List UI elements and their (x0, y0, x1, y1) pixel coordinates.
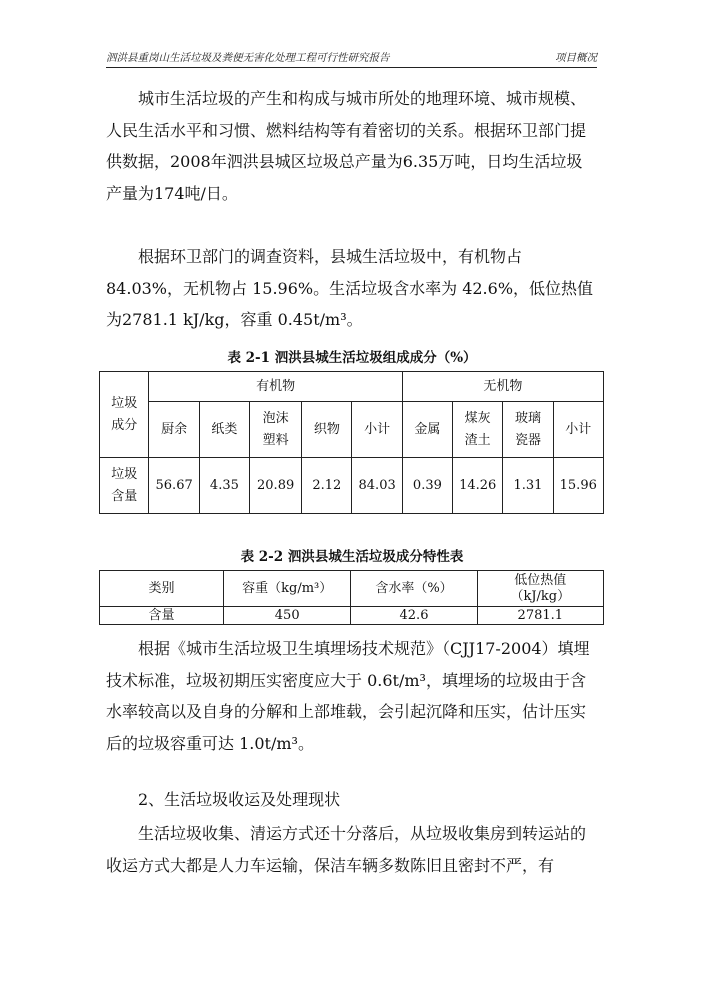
table1-cell: 1.31 (503, 458, 553, 514)
paragraph-landfill-standard: 根据《城市生活垃圾卫生填埋场技术规范》（CJJ17-2004）填埋技术标准，垃圾初期压实密度应大于 0.6t/m³，填埋场的垃圾由于含水率较高以及自身的分解和上部堆载，会引起沉降和压实，估计压实后的垃圾容重可达 1.0t/m³。 (106, 639, 590, 753)
table1-col-header: 泡沫 塑料 (249, 402, 301, 458)
table1-cell: 4.35 (199, 458, 249, 514)
table1-cell: 20.89 (249, 458, 301, 514)
table2-cell-heat-value: 2781.1 (477, 607, 603, 625)
paragraph-waste-generation: 城市生活垃圾的产生和构成与城市所处的地理环境、城市规模、人民生活水平和习惯、燃料结构等有着密切的关系。根据环卫部门提供数据，2008年泗洪县城区垃圾总产量为6.35万吨，日均生活垃圾产量为174吨/日。 (106, 89, 587, 203)
section-heading-collection: 2、生活垃圾收运及处理现状 (138, 790, 341, 809)
table1-group-organic: 有机物 (149, 372, 402, 402)
header-report-title: 泗洪县重岗山生活垃圾及粪便无害化处理工程可行性研究报告 (106, 52, 390, 64)
table1-row-label: 垃圾 含量 (100, 458, 149, 514)
table1-cell: 0.39 (402, 458, 452, 514)
table1-col-header: 织物 (302, 402, 352, 458)
table2-cell-moisture: 42.6 (351, 607, 477, 625)
table2-cell-density: 450 (223, 607, 350, 625)
table1-group-inorganic: 无机物 (402, 372, 603, 402)
table1-col-header: 小计 (352, 402, 402, 458)
table2-header-density: 容重（kg/m³） (223, 571, 350, 607)
table1-col-header: 纸类 (199, 402, 249, 458)
paragraph-waste-composition: 根据环卫部门的调查资料，县城生活垃圾中，有机物占84.03%，无机物占 15.96%。生活垃圾含水率为 42.6%，低位热值为2781.1 kJ/kg，容重 0.45t/m³。 (106, 247, 594, 329)
table2-header-moisture: 含水率（%） (351, 571, 477, 607)
table2-header-heat-value: 低位热值 （kJ/kg） (477, 571, 603, 607)
table1-col-header: 厨余 (149, 402, 199, 458)
page-header (106, 49, 597, 68)
table1-cell: 84.03 (352, 458, 402, 514)
table2-caption: 表 2-2 泗洪县城生活垃圾成分特性表 (240, 549, 464, 565)
table1-cell: 56.67 (149, 458, 199, 514)
table2-header-category: 类别 (100, 571, 224, 607)
waste-composition-table (99, 371, 604, 514)
table1-cell: 2.12 (302, 458, 352, 514)
waste-properties-table (99, 570, 604, 625)
table1-col-header: 金属 (402, 402, 452, 458)
header-section-title: 项目概况 (555, 52, 597, 64)
table1-col-header: 玻璃 瓷器 (503, 402, 553, 458)
table2-row-label: 含量 (100, 607, 224, 625)
table1-cell: 15.96 (553, 458, 604, 514)
table1-cell: 14.26 (452, 458, 502, 514)
table1-row-header-line2: 成分 (111, 417, 138, 433)
table1-row-header-line1: 垃圾 (111, 395, 138, 411)
table1-col-header: 小计 (553, 402, 604, 458)
table1-caption: 表 2-1 泗洪县城生活垃圾组成成分（%） (227, 350, 477, 366)
table1-row-header (100, 372, 149, 458)
table1-col-header: 煤灰 渣土 (452, 402, 502, 458)
paragraph-collection-status: 生活垃圾收集、清运方式还十分落后，从垃圾收集房到转运站的收运方式大都是人力车运输，保洁车辆多数陈旧且密封不严，有 (106, 824, 587, 875)
